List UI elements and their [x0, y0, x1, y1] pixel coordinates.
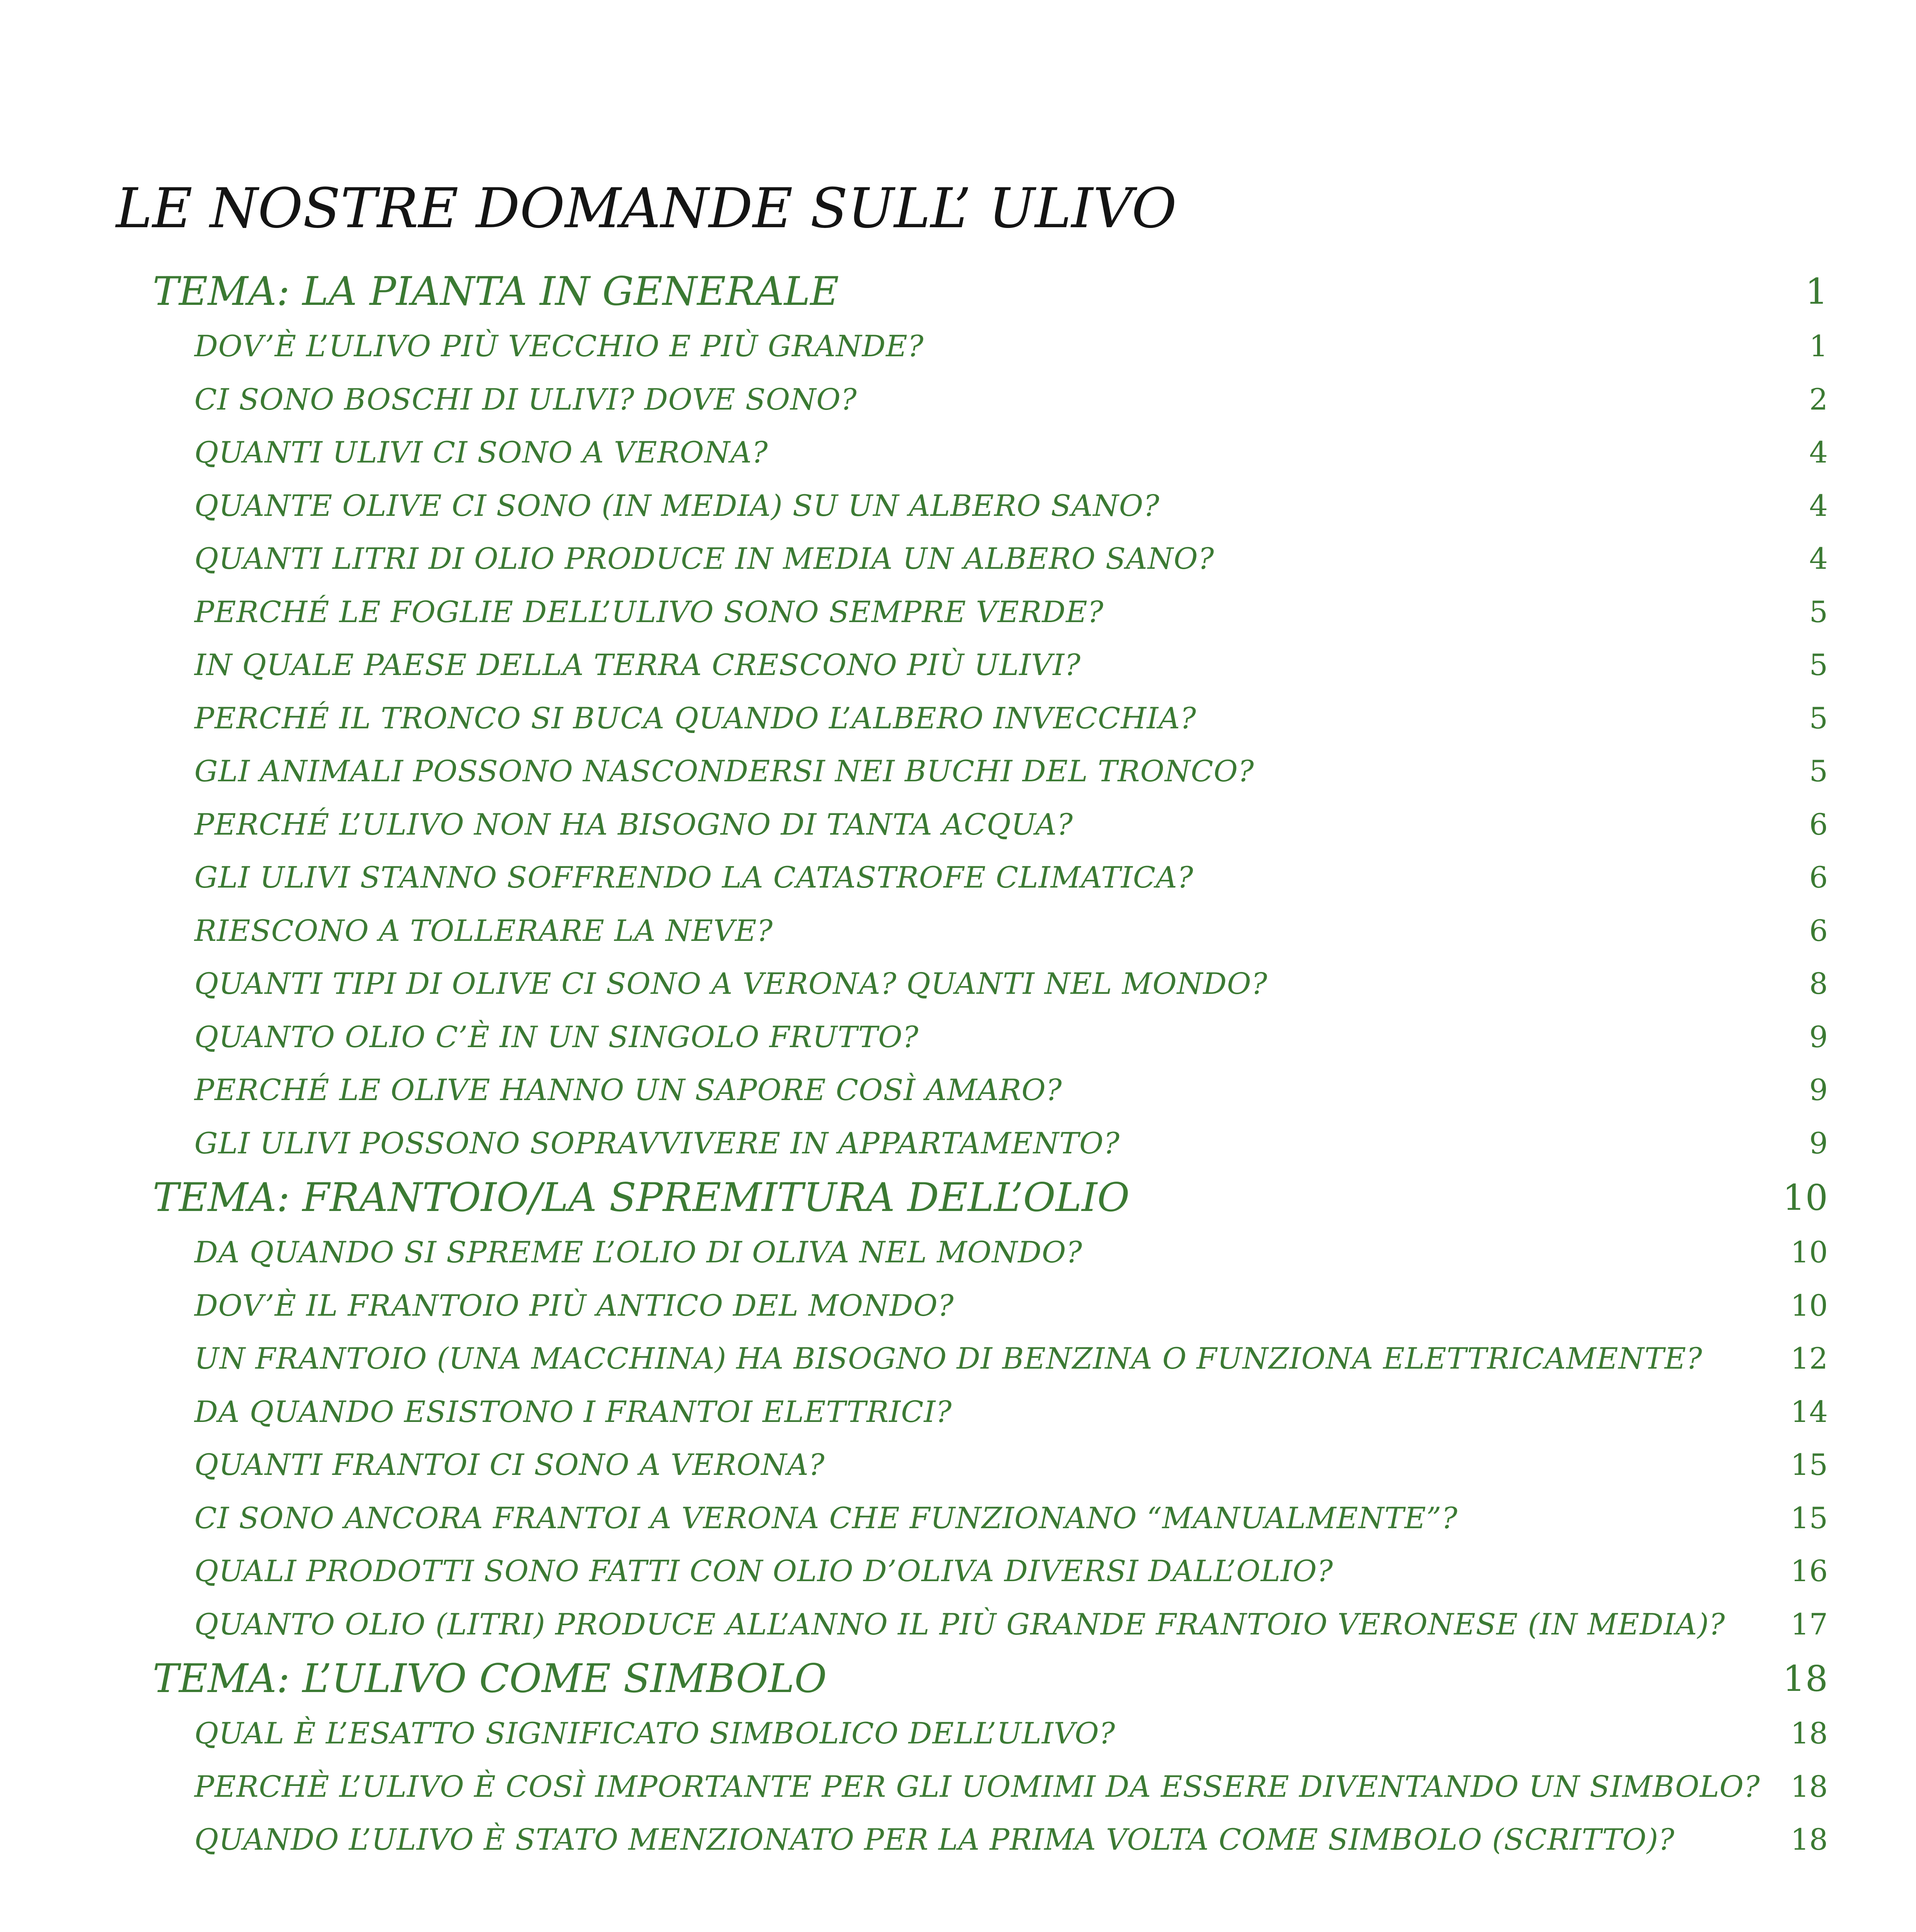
toc-entry[interactable] — [153, 798, 1828, 851]
toc-entry-question: GLI ULIVI STANNO SOFFRENDO LA CATASTROFE CLIMATICA? — [194, 860, 1194, 895]
toc-entry[interactable] — [153, 373, 1828, 426]
toc-page-number: 1 — [1805, 271, 1828, 312]
toc-section-heading[interactable] — [153, 264, 1828, 320]
toc-page-number: 9 — [1809, 1019, 1828, 1054]
toc-entry[interactable] — [153, 1492, 1828, 1545]
toc-page-number: 15 — [1790, 1447, 1828, 1482]
toc-entry[interactable] — [153, 904, 1828, 957]
toc-entry[interactable] — [153, 1707, 1828, 1760]
toc-page-number: 14 — [1790, 1394, 1828, 1429]
toc-entry-question: CI SONO ANCORA FRANTOI A VERONA CHE FUNZIONANO “MANUALMENTE”? — [194, 1500, 1458, 1535]
toc-entry-question: GLI ULIVI POSSONO SOPRAVVIVERE IN APPARTAMENTO? — [194, 1126, 1120, 1160]
toc-page-number: 18 — [1790, 1769, 1828, 1804]
toc-entry[interactable] — [153, 1813, 1828, 1866]
toc-entry[interactable] — [153, 426, 1828, 479]
toc-page-number: 5 — [1809, 648, 1828, 682]
toc-entry[interactable] — [153, 1438, 1828, 1492]
toc-entry[interactable] — [153, 1385, 1828, 1439]
toc-page-number: 5 — [1809, 701, 1828, 735]
toc-entry-question: QUANTI FRANTOI CI SONO A VERONA? — [194, 1447, 825, 1482]
toc-entry[interactable] — [153, 745, 1828, 798]
toc-page-number: 18 — [1782, 1658, 1828, 1699]
toc-entry-question: PERCHÉ L’ULIVO NON HA BISOGNO DI TANTA ACQUA? — [194, 807, 1073, 842]
toc-entry-question: QUALI PRODOTTI SONO FATTI CON OLIO D’OLIVA DIVERSI DALL’OLIO? — [194, 1554, 1333, 1588]
toc-entry-question: IN QUALE PAESE DELLA TERRA CRESCONO PIÙ ULIVI? — [194, 648, 1081, 682]
toc-page-number: 10 — [1790, 1235, 1828, 1269]
toc-entry-question: DOV’È L’ULIVO PIÙ VECCHIO E PIÙ GRANDE? — [194, 329, 924, 363]
toc-entry[interactable] — [153, 1063, 1828, 1117]
toc-entry-question: PERCHÉ LE OLIVE HANNO UN SAPORE COSÌ AMARO? — [194, 1073, 1062, 1107]
toc-page-number: 18 — [1790, 1822, 1828, 1857]
toc-entry[interactable] — [153, 1010, 1828, 1064]
toc-entry[interactable] — [153, 692, 1828, 745]
toc-entry-question: QUANTI TIPI DI OLIVE CI SONO A VERONA? QUANTI NEL MONDO? — [194, 966, 1268, 1001]
toc-section-heading[interactable] — [153, 1170, 1828, 1226]
toc-page-number: 9 — [1809, 1073, 1828, 1107]
toc-page-number: 6 — [1809, 860, 1828, 895]
toc-entry-question: QUAL È L’ESATTO SIGNIFICATO SIMBOLICO DELL’ULIVO? — [194, 1716, 1116, 1750]
toc-page-number: 6 — [1809, 807, 1828, 842]
toc-page-number: 17 — [1790, 1607, 1828, 1641]
toc-page-number: 4 — [1809, 541, 1828, 576]
toc-entry[interactable] — [153, 638, 1828, 692]
toc-page-number: 15 — [1790, 1500, 1828, 1535]
toc-entry[interactable] — [153, 1598, 1828, 1651]
toc-section-heading[interactable] — [153, 1651, 1828, 1707]
toc-page-number: 12 — [1790, 1341, 1828, 1376]
toc-entry-question: QUANTO OLIO C’È IN UN SINGOLO FRUTTO? — [194, 1019, 919, 1054]
toc-page-number: 5 — [1809, 594, 1828, 629]
toc-page-number: 10 — [1782, 1177, 1828, 1218]
toc-entry[interactable] — [153, 1226, 1828, 1279]
toc-section-title: TEMA: LA PIANTA IN GENERALE — [153, 269, 839, 315]
toc-entry-question: QUANDO L’ULIVO È STATO MENZIONATO PER LA PRIMA VOLTA COME SIMBOLO (SCRITTO)? — [194, 1822, 1675, 1857]
toc-entry-question: PERCHÉ LE FOGLIE DELL’ULIVO SONO SEMPRE VERDE? — [194, 594, 1104, 629]
toc-entry[interactable] — [153, 1760, 1828, 1813]
toc-section-title: TEMA: FRANTOIO/LA SPREMITURA DELL’OLIO — [153, 1175, 1130, 1221]
page-title: LE NOSTRE DOMANDE SULL’ ULIVO — [116, 177, 1177, 240]
toc-entry[interactable] — [153, 479, 1828, 532]
toc-page-number: 10 — [1790, 1288, 1828, 1323]
toc-entry[interactable] — [153, 1544, 1828, 1598]
toc-entry-question: RIESCONO A TOLLERARE LA NEVE? — [194, 913, 773, 948]
toc-page-number: 4 — [1809, 488, 1828, 523]
toc-page-number: 9 — [1809, 1126, 1828, 1160]
toc-page-number: 6 — [1809, 913, 1828, 948]
toc-entry-question: QUANTI LITRI DI OLIO PRODUCE IN MEDIA UN ALBERO SANO? — [194, 541, 1215, 576]
toc-entry-question: QUANTO OLIO (LITRI) PRODUCE ALL’ANNO IL PIÙ GRANDE FRANTOIO VERONESE (IN MEDIA)? — [194, 1607, 1725, 1641]
table-of-contents — [153, 264, 1828, 1866]
toc-entry-question: QUANTE OLIVE CI SONO (IN MEDIA) SU UN ALBERO SANO? — [194, 488, 1160, 523]
toc-entry[interactable] — [153, 585, 1828, 639]
toc-entry-question: GLI ANIMALI POSSONO NASCONDERSI NEI BUCHI DEL TRONCO? — [194, 754, 1254, 788]
toc-page-number: 2 — [1809, 382, 1828, 417]
toc-entry-question: PERCHÈ L’ULIVO È COSÌ IMPORTANTE PER GLI UOMIMI DA ESSERE DIVENTANDO UN SIMBOLO? — [194, 1769, 1760, 1804]
toc-page-number: 18 — [1790, 1716, 1828, 1750]
toc-page-number: 5 — [1809, 754, 1828, 788]
toc-entry-question: DA QUANDO SI SPREME L’OLIO DI OLIVA NEL MONDO? — [194, 1235, 1082, 1269]
toc-entry-question: UN FRANTOIO (UNA MACCHINA) HA BISOGNO DI BENZINA O FUNZIONA ELETTRICAMENTE? — [194, 1341, 1703, 1376]
toc-entry[interactable] — [153, 320, 1828, 373]
toc-entry-question: CI SONO BOSCHI DI ULIVI? DOVE SONO? — [194, 382, 857, 417]
toc-page-number: 16 — [1790, 1554, 1828, 1588]
toc-entry-question: DA QUANDO ESISTONO I FRANTOI ELETTRICI? — [194, 1394, 952, 1429]
toc-section-title: TEMA: L’ULIVO COME SIMBOLO — [153, 1656, 827, 1702]
toc-page-number: 1 — [1809, 329, 1828, 363]
toc-entry-question: DOV’È IL FRANTOIO PIÙ ANTICO DEL MONDO? — [194, 1288, 954, 1323]
toc-entry[interactable] — [153, 851, 1828, 904]
toc-entry[interactable] — [153, 1279, 1828, 1332]
toc-entry[interactable] — [153, 1117, 1828, 1170]
toc-entry-question: QUANTI ULIVI CI SONO A VERONA? — [194, 435, 768, 469]
toc-page-number: 8 — [1809, 966, 1828, 1001]
toc-entry[interactable] — [153, 957, 1828, 1010]
toc-entry[interactable] — [153, 1332, 1828, 1385]
toc-entry[interactable] — [153, 532, 1828, 585]
toc-entry-question: PERCHÉ IL TRONCO SI BUCA QUANDO L’ALBERO INVECCHIA? — [194, 701, 1196, 735]
toc-page-number: 4 — [1809, 435, 1828, 469]
